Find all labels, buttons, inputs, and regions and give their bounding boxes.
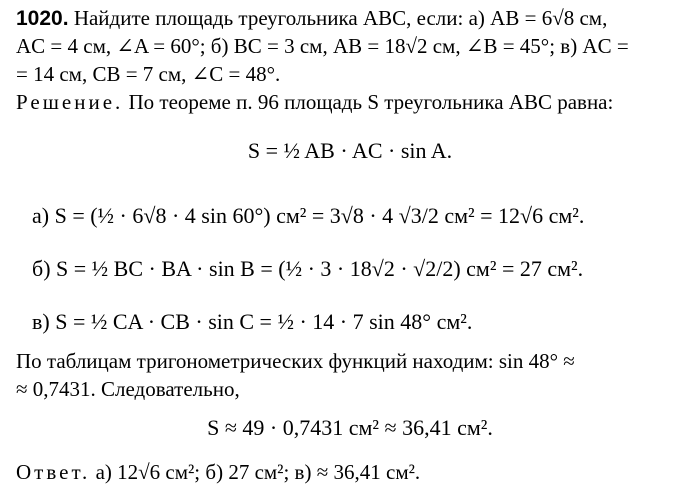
solution-intro-text: По теореме п. 96 площадь S треугольника ABC равна: <box>128 90 614 114</box>
solution-intro <box>16 90 688 114</box>
answer-label: Ответ. <box>16 460 91 484</box>
solution-label: Решение. <box>16 90 124 114</box>
problem-text-1: Найдите площадь треугольника ABC, если: а) AB = 6√8 см, <box>73 6 608 30</box>
problem-statement-line-3: = 14 см, CB = 7 см, ∠C = 48°. <box>16 62 281 86</box>
table-line-2: ≈ 0,7431. Следовательно, <box>16 377 240 401</box>
case-c: в) S = ½ CA · CB · sin C = ½ · 14 · 7 sin 48° см². <box>32 309 473 334</box>
case-a: а) S = (½ · 6√8 · 4 sin 60°) см² = 3√8 · 4 √3/2 см² = 12√6 см². <box>32 203 585 228</box>
area-formula: S = ½ AB · AC · sin A. <box>247 138 453 163</box>
answer-line <box>16 460 688 484</box>
table-line-1: По таблицам тригонометрических функций находим: sin 48° ≈ <box>16 349 575 373</box>
case-b: б) S = ½ BC · BA · sin B = (½ · 3 · 18√2 · √2/2) см² = 27 см². <box>32 256 584 281</box>
problem-statement-line-1 <box>16 6 688 31</box>
problem-statement-line-2: AC = 4 см, ∠A = 60°; б) BC = 3 см, AB = 18√2 см, ∠B = 45°; в) AC = <box>16 34 629 58</box>
approx-result: S ≈ 49 · 0,7431 см² ≈ 36,41 см². <box>207 415 493 440</box>
answer-text: а) 12√6 см²; б) 27 см²; в) ≈ 36,41 см². <box>95 460 421 484</box>
problem-number: 1020. <box>16 7 69 30</box>
